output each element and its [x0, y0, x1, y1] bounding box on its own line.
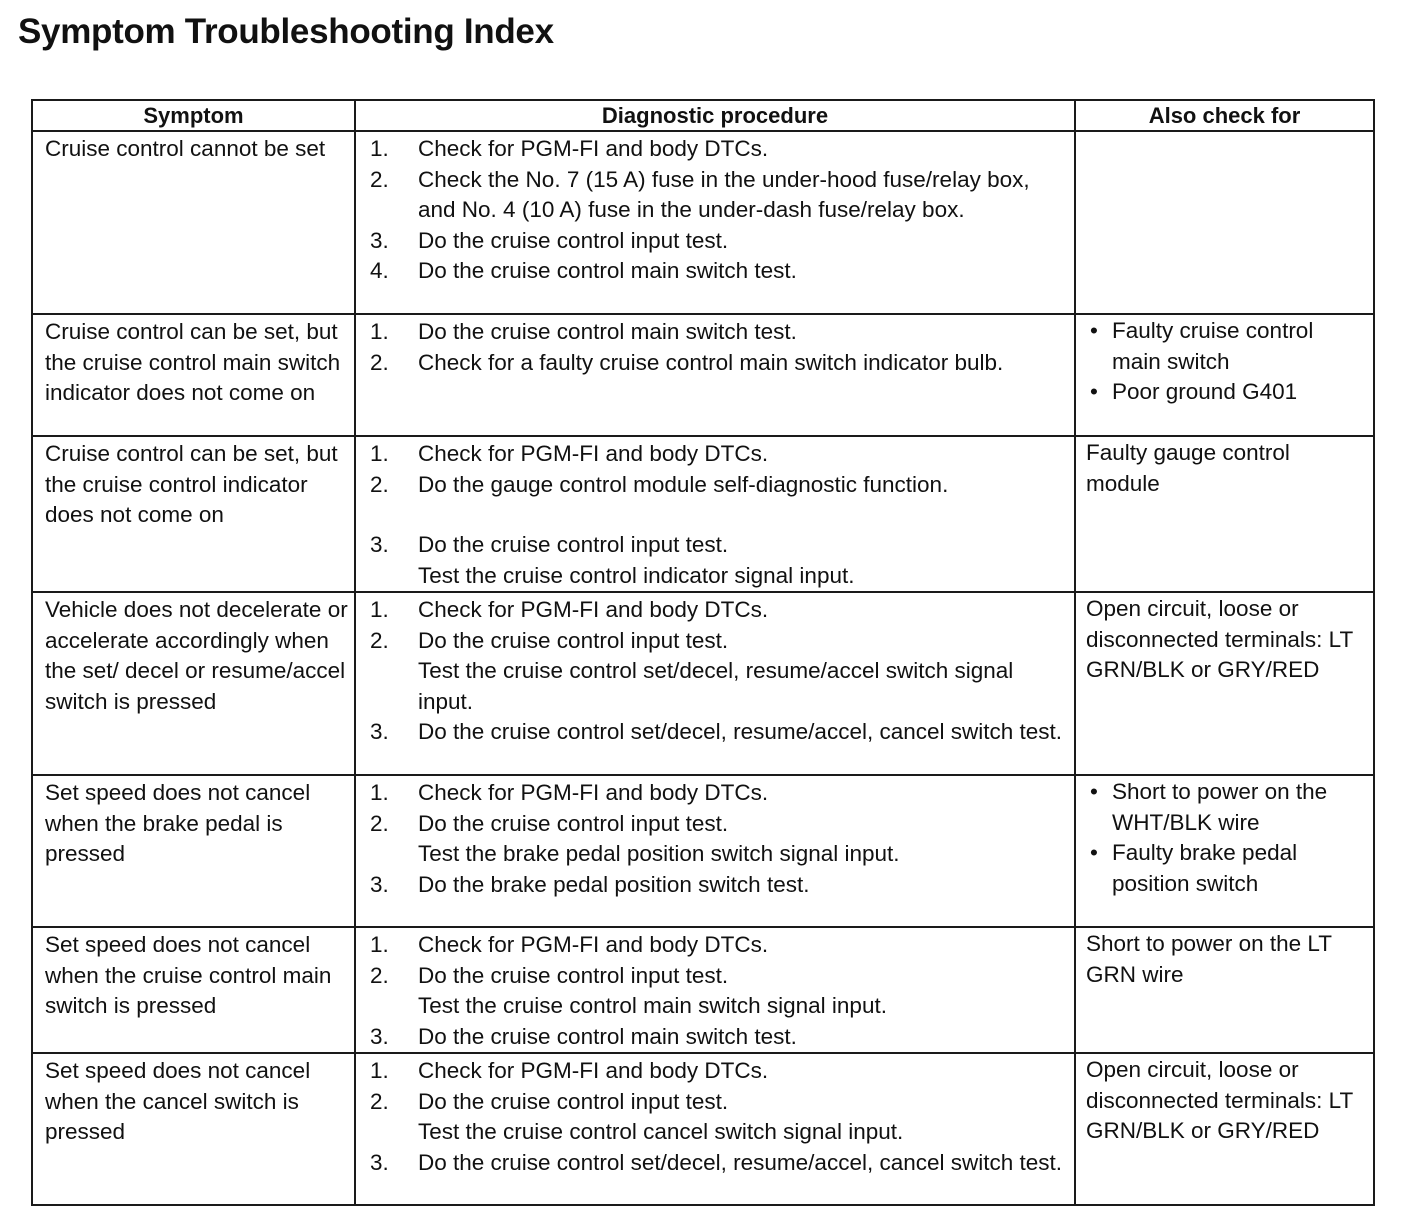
- procedure-step: [370, 317, 1068, 348]
- step-number: 1.: [370, 1058, 389, 1083]
- step-text: Do the cruise control main switch test.: [418, 319, 797, 344]
- bullet-icon: •: [1090, 379, 1098, 404]
- procedure-step: [370, 1022, 1068, 1053]
- step-number: 1.: [370, 441, 389, 466]
- step-text: Do the cruise control input test.: [418, 810, 729, 836]
- procedure-cell: [355, 314, 1075, 436]
- table-header-row: [32, 100, 1374, 131]
- step-text: Do the cruise control input test.: [418, 532, 729, 557]
- procedure-step: [370, 961, 1068, 992]
- procedure-step: [370, 134, 1068, 165]
- step-text: Check for PGM-FI and body DTCs.: [418, 932, 769, 957]
- step-number: 3.: [370, 1149, 389, 1175]
- step-text: Check for PGM-FI and body DTCs.: [418, 441, 769, 466]
- step-number: 2.: [370, 962, 389, 988]
- procedure-cell: [355, 775, 1075, 927]
- step-text: Check the No. 7 (15 A) fuse in the under-hood fuse/relay box, and No. 4 (10 A) fuse in the under-dash fuse/relay box.: [418, 166, 1030, 222]
- symptom-cell: Set speed does not cancel when the cancel switch is pressed: [32, 1053, 355, 1205]
- also-check-item: [1086, 377, 1367, 408]
- step-text: Do the brake pedal position switch test.: [418, 871, 810, 897]
- procedure-step: [370, 1148, 1068, 1179]
- procedure-step: [370, 626, 1068, 657]
- page-title: Symptom Troubleshooting Index: [18, 12, 554, 51]
- table-row: [32, 314, 1374, 436]
- step-text: Check for PGM-FI and body DTCs.: [418, 597, 769, 622]
- also-check-text: Faulty brake pedal position switch: [1112, 840, 1298, 896]
- also-check-item: [1086, 316, 1367, 377]
- symptom-cell: Set speed does not cancel when the cruise control main switch is pressed: [32, 927, 355, 1053]
- also-check-text: Faulty cruise control main switch: [1112, 318, 1314, 374]
- step-number: 1.: [370, 932, 389, 957]
- also-check-cell: Faulty gauge control module: [1075, 436, 1374, 592]
- step-text: Do the cruise control set/decel, resume/accel, cancel switch test.: [418, 1149, 1063, 1175]
- step-subtext: Test the cruise control cancel switch signal input.: [418, 1119, 904, 1144]
- step-number: 2.: [370, 471, 389, 497]
- step-number: 2.: [370, 349, 389, 375]
- procedure-step: [370, 595, 1068, 626]
- symptom-cell: Cruise control can be set, but the cruise control main switch indicator does not come on: [32, 314, 355, 436]
- step-number: 1.: [370, 319, 389, 344]
- step-text: Do the cruise control main switch test.: [418, 1023, 797, 1049]
- also-check-cell: [1075, 775, 1374, 927]
- step-number: 1.: [370, 597, 389, 622]
- step-number: 3.: [370, 719, 389, 744]
- also-check-cell: [1075, 314, 1374, 436]
- step-number: 3.: [370, 227, 389, 253]
- symptom-cell: Cruise control cannot be set: [32, 131, 355, 314]
- also-check-text: Short to power on the WHT/BLK wire: [1112, 779, 1328, 835]
- procedure-step: [370, 439, 1068, 470]
- step-text: Check for PGM-FI and body DTCs.: [418, 136, 769, 161]
- step-subtext: Test the cruise control indicator signal input.: [418, 562, 855, 588]
- step-text: Do the cruise control input test.: [418, 962, 729, 988]
- procedure-step: [370, 165, 1068, 226]
- step-number: 2.: [370, 1088, 389, 1114]
- step-number: 4.: [370, 258, 389, 283]
- procedure-step: [370, 226, 1068, 257]
- procedure-step: [370, 1056, 1068, 1087]
- table-row: [32, 592, 1374, 775]
- table-row: [32, 131, 1374, 314]
- also-check-text: Poor ground G401: [1112, 379, 1298, 404]
- step-number: 3.: [370, 532, 389, 557]
- step-text: Do the cruise control set/decel, resume/accel, cancel switch test.: [418, 719, 1063, 744]
- procedure-step: [370, 1087, 1068, 1118]
- step-text: Do the gauge control module self-diagnostic function.: [418, 471, 949, 497]
- header-also-check-for: Also check for: [1075, 100, 1374, 131]
- procedure-step: [370, 870, 1068, 901]
- table-row: [32, 1053, 1374, 1205]
- step-text: Do the cruise control input test.: [418, 227, 729, 253]
- procedure-cell: [355, 592, 1075, 775]
- step-number: 3.: [370, 1023, 389, 1049]
- also-check-cell: [1075, 131, 1374, 314]
- symptom-cell: Cruise control can be set, but the cruise control indicator does not come on: [32, 436, 355, 592]
- procedure-step: [370, 809, 1068, 840]
- bullet-icon: •: [1090, 779, 1098, 804]
- step-number: 3.: [370, 871, 389, 897]
- step-text: Check for PGM-FI and body DTCs.: [418, 1058, 769, 1083]
- symptom-table: [31, 99, 1375, 1206]
- procedure-step: [370, 256, 1068, 287]
- also-check-cell: Open circuit, loose or disconnected terminals: LT GRN/BLK or GRY/RED: [1075, 592, 1374, 775]
- bullet-icon: •: [1090, 318, 1098, 343]
- table-row: [32, 436, 1374, 592]
- also-check-cell: Short to power on the LT GRN wire: [1075, 927, 1374, 1053]
- step-number: 1.: [370, 780, 389, 805]
- step-subtext: Test the cruise control main switch signal input.: [418, 993, 887, 1018]
- procedure-step: [370, 348, 1068, 379]
- step-number: 2.: [370, 627, 389, 653]
- procedure-cell: [355, 436, 1075, 592]
- step-text: Check for PGM-FI and body DTCs.: [418, 780, 769, 805]
- procedure-cell: [355, 1053, 1075, 1205]
- step-subtext: Test the brake pedal position switch signal input.: [418, 841, 900, 866]
- procedure-cell: [355, 131, 1075, 314]
- symptom-cell: Vehicle does not decelerate or accelerate accordingly when the set/ decel or resume/accel switch is pressed: [32, 592, 355, 775]
- step-number: 2.: [370, 166, 389, 192]
- bullet-icon: •: [1090, 840, 1098, 865]
- header-symptom: Symptom: [32, 100, 355, 131]
- also-check-item: [1086, 838, 1367, 899]
- step-text: Check for a faulty cruise control main switch indicator bulb.: [418, 349, 1004, 375]
- also-check-cell: Open circuit, loose or disconnected terminals: LT GRN/BLK or GRY/RED: [1075, 1053, 1374, 1205]
- symptom-cell: Set speed does not cancel when the brake pedal is pressed: [32, 775, 355, 927]
- step-text: Do the cruise control input test.: [418, 1088, 729, 1114]
- step-number: 2.: [370, 810, 389, 836]
- also-check-item: [1086, 777, 1367, 838]
- step-number: 1.: [370, 136, 389, 161]
- table-row: [32, 775, 1374, 927]
- step-subtext: Test the cruise control set/decel, resume/accel switch signal input.: [418, 658, 1014, 714]
- procedure-step: [370, 930, 1068, 961]
- table-row: [32, 927, 1374, 1053]
- procedure-step: [370, 778, 1068, 809]
- procedure-step: [370, 717, 1068, 748]
- procedure-step: [370, 470, 1068, 501]
- procedure-step: [370, 530, 1068, 561]
- step-text: Do the cruise control main switch test.: [418, 258, 797, 283]
- procedure-cell: [355, 927, 1075, 1053]
- header-diagnostic-procedure: Diagnostic procedure: [355, 100, 1075, 131]
- step-text: Do the cruise control input test.: [418, 627, 729, 653]
